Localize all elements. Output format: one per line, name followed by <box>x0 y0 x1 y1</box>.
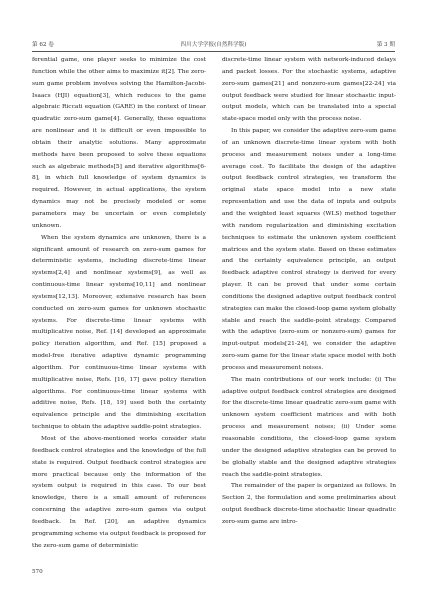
issue-label: 第 3 期 <box>376 42 395 48</box>
header-rule <box>32 51 395 52</box>
paragraph: When the system dynamics are unknown, there is a significant amount of research on zero-sum games for deterministic systems, including discrete-time linear systems[2,4] and nonlinear systems[9], as well as continuous-time linear systems[10,11] and nonlinear systems[12,13]. Moreover, extensive research has been conducted on zero-sum games for unknown stochastic systems. For discrete-time linear systems with multiplicative noise, Ref. [14] developed an approximate policy iteration algorithm, and Ref. [15] proposed a model-free iterative adaptive dynamic programming algorithm. For continuous-time linear systems with multiplicative noise, Refs. [16, 17] gave policy iteration algorithms. For continuous-time linear systems with additive noise, Refs. [18, 19] used both the certainty equivalence principle and the diminishing excitation technique to obtain the adaptive saddle-point strategies. <box>32 234 206 431</box>
paragraph: The main contributions of our work include: (i) The adaptive output feedback control strategies are designed for the discrete-time linear quadratic zero-sum game with unknown system coefficient matrices and with both process and measurement noises; (ii) Under some reasonable conditions, the closed-loop game system under the designed adaptive strategies can be proved to be globally stable and the designed adaptive strategies reach the saddle-point strategies. <box>222 376 396 478</box>
paragraph: discrete-time linear system with network-induced delays and packet losses. For the stochastic systems, adaptive zero-sum games[21] and nonzero-sum games[22-24] via output feedback were studied for linear stochastic input-output models, which can be translated into a special state-space model only with the process noise. <box>222 57 396 123</box>
journal-title: 四川大学学报(自然科学版) <box>180 42 247 48</box>
paragraph: Most of the above-mentioned works consider state feedback control strategies and the knowledge of the full state is required. Output feedback control strategies are more practical because only the information of the system output is required in this case. To our best knowledge, there is a small amount of references concerning the adaptive zero-sum games via output feedback. In Ref. [20], an adaptive dynamics programming scheme via output feedback is proposed for the zero-sum game of deterministic <box>32 436 206 549</box>
paragraph: The remainder of the paper is organized as follows. In Section 2, the formulation and some preliminaries about output feedback discrete-time stochastic linear quadratic zero-sum game are intro- <box>222 483 396 525</box>
paragraph: ferential game, one player seeks to minimize the cost function while the other aims to maximize it[2]. The zero-sum game problem involves solving the Hamilton-Jacobi-Isaacs (HJI) equation[3], which reduces to the game algebraic Riccati equation (GARE) in the context of linear quadratic zero-sum game[4]. Generally, these equations are nonlinear and it is difficult or even impossible to obtain their analytic solutions. Many approximate methods have been proposed to solve these equations such as algebraic methods[5] and iterative algorithms[6-8], in which full knowledge of system dynamics is required. However, in actual applications, the system dynamics may not be precisely modeled or some parameters may be uncertain or even completely unknown. <box>32 57 206 229</box>
paragraph: In this paper, we consider the adaptive zero-sum game of an unknown discrete-time linear system with both process and measurement noises under a long-time average cost. To facilitate the design of the adaptive output feedback control strategies, we transform the original state space model into a new state representation and use the data of inputs and outputs and the weighted least squares (WLS) method together with random regularization and diminishing excitation techniques to estimate the unknown system coefficient matrices and the system state. Based on these estimates and the certainty equivalence principle, an output feedback adaptive control strategy is derived for every player. It can be proved that under some certain conditions the designed adaptive output feedback control strategies can make the closed-loop game system globally stable and reach the saddle-point strategy. Compared with the adaptive (zero-sum or nonzero-sum) games for input-output models[21-24], we consider the adaptive zero-sum game for the linear state space model with both process and measurement noises. <box>222 128 396 371</box>
right-column <box>222 55 396 529</box>
page-number: 570 <box>32 569 43 575</box>
volume-label: 第 62 卷 <box>32 42 54 48</box>
left-column <box>32 55 206 552</box>
